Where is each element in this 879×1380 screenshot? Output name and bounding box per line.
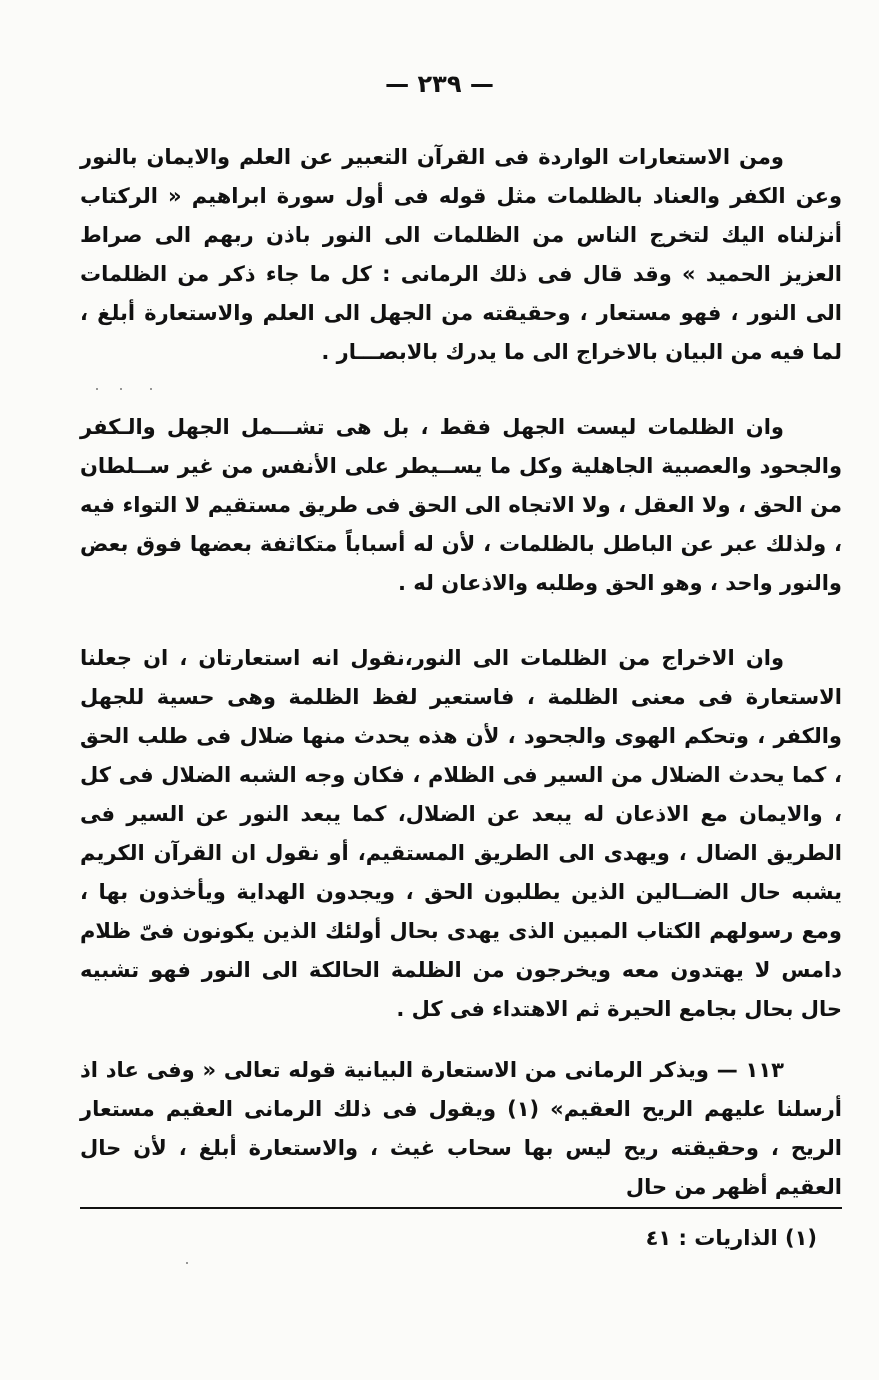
scan-speck [120, 388, 122, 390]
paragraph-4: ١١٣ — ويذكر الرمانى من الاستعارة البيانية قوله تعالى « وفى عاد اذ أرسلنا عليهم الريح العقيم» (١) ويقول فى ذلك الرمانى العقيم مستعار الريح ، وحقيقته ريح ليس بها سحاب غيث ، والاستعارة أبلغ ، لأن حال العقيم أظهر من حال [80, 1058, 842, 1199]
paragraph-2: وان الظلمات ليست الجهل فقط ، بل هى تشـــمل الجهل والـكفر والجحود والعصبية الجاهلية وكل ما يســيطر على الأنفس من غير ســلطان من الحق ، ولا العقل ، ولا الاتجاه الى الحق فى طريق مستقيم لا التواء فيه ، ولذلك عبر عن الباطل بالظلمات ، لأن له أسباباً متكاثفة بعضها فوق بعض والنور واحد ، وهو الحق وطلبه والاذعان له . [80, 415, 842, 595]
paragraph-3: وان الاخراج من الظلمات الى النور،نقول انه استعارتان ، ان جعلنا الاستعارة فى معنى الظلمة ، فاستعير لفظ الظلمة وهى حسية للجهل والكفر ، وتحكم الهوى والجحود ، لأن هذه يحدث منها ضلال فى طلب الحق ، كما يحدث الضلال من السير فى الظلام ، فكان وجه الشبه الضلال فى كل ، والايمان مع الاذعان له يبعد عن الضلال، كما يبعد النور عن السير فى الطريق الضال ، ويهدى الى الطريق المستقيم، أو نقول ان القرآن الكريم يشبه حال الضــالين الذين يطلبون الحق ، ويجدون الهداية ويأخذون بها ، ومع رسولهم الكتاب المبين الذى يهدى بحال أولئك الذين يكونون فىّ ظلام دامس لا يهتدون معه ويخرجون من الظلمة الحالكة الى النور فهو تشبيه حال بحال بجامع الحيرة ثم الاهتداء فى كل . [80, 646, 842, 1021]
footnote: (١) الذاريات : ٤١ [645, 1226, 817, 1250]
scan-speck [150, 388, 152, 390]
scan-speck [96, 388, 98, 390]
page-number: — ٢٣٩ — [385, 70, 494, 98]
body-text [80, 138, 842, 1207]
paragraph-1: ومن الاستعارات الواردة فى القرآن التعبير عن العلم والايمان بالنور وعن الكفر والعناد بالظلمات مثل قوله فى أول سورة ابراهيم « الركتاب أنزلناه اليك لتخرج الناس من الظلمات الى النور باذن ربهم الى صراط العزيز الحميد » وقد قال فى ذلك الرمانى : كل ما جاء ذكر من الظلمات الى النور ، فهو مستعار ، وحقيقته من الجهل الى العلم والاستعارة أبلغ ، لما فيه من البيان بالاخراج الى ما يدرك بالابصـــار . [80, 145, 842, 364]
scan-speck [186, 1262, 188, 1264]
footnote-divider [80, 1207, 842, 1209]
